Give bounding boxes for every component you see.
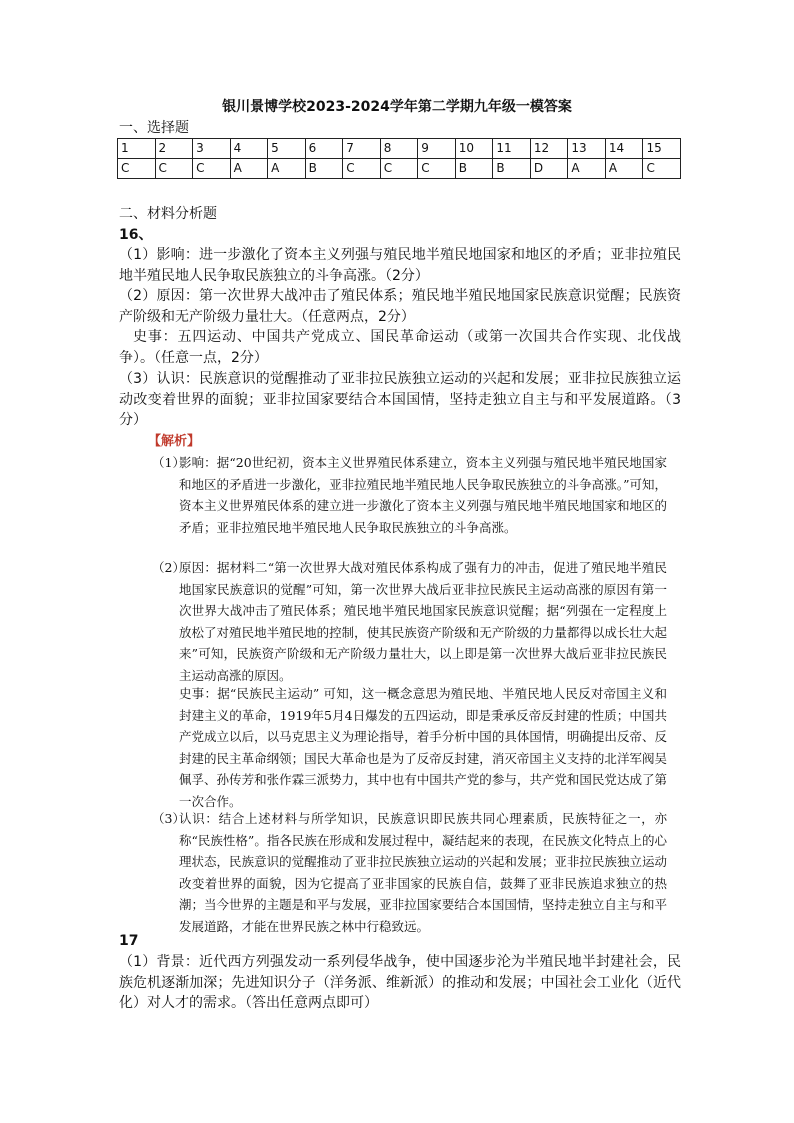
answer-cell: B	[455, 159, 493, 179]
question-number: 10	[455, 139, 493, 159]
answer-cell: B	[493, 159, 531, 179]
question-17-number: 17	[119, 933, 139, 949]
answer-cell: A	[568, 159, 606, 179]
question-number: 4	[230, 139, 268, 159]
question-number: 14	[605, 139, 643, 159]
analysis-2	[152, 557, 682, 807]
analysis-1	[152, 452, 682, 560]
answer-cell: D	[530, 159, 568, 179]
analysis-2-text: 原因：据材料二“第一次世界大战对殖民体系构成了强有力的冲击，促进了殖民地半殖民地国家民族意识的觉醒”可知，第一次世界大战后亚非拉民族民主运动高涨的原因有第一次世界大战冲击了殖民体系；殖民地半殖民地国家民族意识觉醒；据“列强在一定程度上放松了对殖民地半殖民地的控制，使其民族资产阶级和无产阶级的力量都得以成长壮大起来”可知，民族资产阶级和无产阶级力量壮大，以上即是第一次世界大战后亚非拉民族民主运动高涨的原因。	[179, 560, 667, 683]
page-title: 银川景博学校2023-2024学年第二学期九年级一模答案	[222, 99, 572, 115]
analysis-3	[152, 808, 682, 933]
question-number: 12	[530, 139, 568, 159]
answer-cell: A	[605, 159, 643, 179]
question-16-number: 16、	[119, 227, 153, 243]
analysis-1-number: （1）	[152, 455, 185, 470]
question-number: 9	[418, 139, 456, 159]
question-number: 8	[380, 139, 418, 159]
analysis-3-text: 认识：结合上述材料与所学知识，民族意识即民族共同心理素质，民族特征之一，亦称“民族性格”。指各民族在形成和发展过程中，凝结起来的表现，在民族文化特点上的心理状态，民族意识的觉醒推动了亚非拉民族独立运动的兴起和发展；亚非拉民族独立运动改变着世界的面貌，因为它提高了亚非国家的民族自信，鼓舞了亚非民族追求独立的热潮；当今世界的主题是和平与发展，亚非拉国家要结合本国国情，坚持走独立自主与和平发展道路，才能在世界民族之林中行稳致远。	[179, 811, 667, 934]
analysis-label: 【解析】	[148, 434, 201, 449]
analysis-2-number: （2）	[152, 560, 185, 575]
answer-cell: C	[380, 159, 418, 179]
question-number: 2	[155, 139, 193, 159]
analysis-3-number: （3）	[152, 811, 185, 826]
question-number: 13	[568, 139, 606, 159]
answer-cell: C	[155, 159, 193, 179]
answer-cell: C	[118, 159, 156, 179]
answer-cell: C	[343, 159, 381, 179]
question-number: 1	[118, 139, 156, 159]
table-row-numbers	[118, 139, 681, 159]
q16-answer-2: （2）原因：第一次世界大战冲击了殖民体系；殖民地半殖民地国家民族意识觉醒；民族资产阶级和无产阶级力量壮大。（任意两点，2分）	[119, 288, 681, 325]
section-heading-material: 二、材料分析题	[119, 206, 217, 222]
question-number: 15	[643, 139, 681, 159]
answer-cell: B	[305, 159, 343, 179]
q16-answer-1: （1）影响：进一步激化了资本主义列强与殖民地半殖民地国家和地区的矛盾；亚非拉殖民地半殖民地人民争取民族独立的斗争高涨。（2分）	[119, 247, 681, 284]
answer-cell: C	[643, 159, 681, 179]
answer-cell: A	[230, 159, 268, 179]
analysis-2-events-text: 史事：据“民族民主运动” 可知，这一概念意思为殖民地、半殖民地人民反对帝国主义和封建主义的革命，1919年5月4日爆发的五四运动，即是秉承反帝反封建的性质；中国共产党成立以后，以马克思主义为理论指导，着手分析中国的具体国情，明确提出反帝、反封建的民主革命纲领；国民大革命也是为了反帝反封建，消灭帝国主义支持的北洋军阀吴佩孚、孙传芳和张作霖三派势力，其中也有中国共产党的参与，共产党和国民党达成了第一次合作。	[179, 686, 667, 809]
question-number: 5	[268, 139, 306, 159]
answer-cell: C	[193, 159, 231, 179]
section-heading-choice: 一、选择题	[119, 120, 189, 136]
question-number: 7	[343, 139, 381, 159]
question-number: 3	[193, 139, 231, 159]
answer-table	[117, 138, 681, 179]
question-number: 6	[305, 139, 343, 159]
answer-cell: C	[418, 159, 456, 179]
question-number: 11	[493, 139, 531, 159]
table-row-answers	[118, 159, 681, 179]
answer-cell: A	[268, 159, 306, 179]
q17-answer-1: （1）背景：近代西方列强发动一系列侵华战争，使中国逐步沦为半殖民地半封建社会，民族危机逐渐加深；先进知识分子（洋务派、维新派）的推动和发展；中国社会工业化（近代化）对人才的需求。（答出任意两点即可）	[119, 954, 681, 1011]
analysis-1-text: 影响：据“20世纪初，资本主义世界殖民体系建立，资本主义列强与殖民地半殖民地国家和地区的矛盾进一步激化，亚非拉殖民地半殖民地人民争取民族独立的斗争高涨。”可知，资本主义世界殖民体系的建立进一步激化了资本主义列强与殖民地半殖民地国家和地区的矛盾；亚非拉殖民地半殖民地人民争取民族独立的斗争高涨。	[179, 455, 667, 535]
q16-answer-3: （3）认识：民族意识的觉醒推动了亚非拉民族独立运动的兴起和发展；亚非拉民族独立运动改变着世界的面貌；亚非拉国家要结合本国国情，坚持走独立自主与和平发展道路。（3分）	[119, 371, 681, 428]
q16-answer-2-events: 史事：五四运动、中国共产党成立、国民革命运动（或第一次国共合作实现、北伐战争）。（任意一点，2分）	[119, 329, 681, 366]
